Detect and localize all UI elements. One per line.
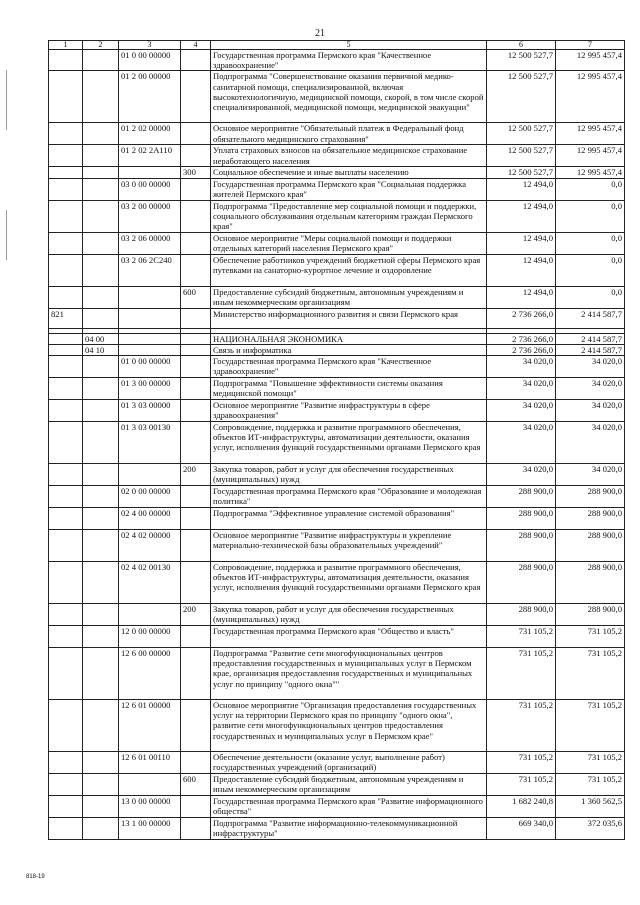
section-code xyxy=(83,308,119,328)
amount-year-2: 731 105,2 xyxy=(556,626,625,648)
column-header-7: 7 xyxy=(556,41,625,50)
target-article-code: 12 6 01 00000 xyxy=(119,700,181,752)
target-article-code: 12 6 01 00110 xyxy=(119,752,181,774)
margin-mark xyxy=(6,70,7,130)
item-name: Основное мероприятие "Меры социальной помощи и поддержки отдельных категорий населения Пермского края" xyxy=(211,232,487,254)
ministry-code xyxy=(49,604,83,626)
target-article-code xyxy=(119,167,181,178)
target-article-code xyxy=(119,344,181,355)
expense-type-code xyxy=(181,508,211,530)
ministry-code xyxy=(49,123,83,145)
amount-year-1: 731 105,2 xyxy=(487,752,556,774)
budget-table xyxy=(48,40,625,840)
amount-year-1: 12 494,0 xyxy=(487,286,556,308)
ministry-code xyxy=(49,464,83,486)
section-code xyxy=(83,145,119,167)
amount-year-2: 12 995 457,4 xyxy=(556,145,625,167)
table-row xyxy=(49,145,625,167)
ministry-code xyxy=(49,562,83,604)
target-article-code: 13 0 00 00000 xyxy=(119,796,181,818)
expense-type-code xyxy=(181,400,211,422)
amount-year-1: 669 340,0 xyxy=(487,818,556,840)
amount-year-2: 34 020,0 xyxy=(556,400,625,422)
table-row xyxy=(49,486,625,508)
target-article-code: 01 2 02 00000 xyxy=(119,123,181,145)
item-name: Подпрограмма "Развитие сети многофункциональных центров предоставления государственных и муниципальных услуг в Пермском крае, организация предоставления государственных и муниципальных услуг по принципу "одного окна"" xyxy=(211,648,487,700)
ministry-code xyxy=(49,145,83,167)
section-code: 04 10 xyxy=(83,344,119,355)
ministry-code xyxy=(49,700,83,752)
expense-type-code xyxy=(181,356,211,378)
column-header-2: 2 xyxy=(83,41,119,50)
amount-year-1: 2 736 266,0 xyxy=(487,333,556,344)
column-header-4: 4 xyxy=(181,41,211,50)
target-article-code: 01 3 00 00000 xyxy=(119,378,181,400)
amount-year-2: 731 105,2 xyxy=(556,700,625,752)
section-code xyxy=(83,71,119,123)
amount-year-1: 731 105,2 xyxy=(487,626,556,648)
section-code xyxy=(83,626,119,648)
ministry-code xyxy=(49,774,83,796)
ministry-code xyxy=(49,232,83,254)
expense-type-code xyxy=(181,648,211,700)
amount-year-2: 288 900,0 xyxy=(556,604,625,626)
target-article-code: 02 0 00 00000 xyxy=(119,486,181,508)
item-name: Подпрограмма "Совершенствование оказания первичной медико-санитарной помощи, специализированной, включая высокотехнологичную, медицинской помощи, скорой, в том числе скорой специализированной, медицинской помощи, медицинской эвакуации" xyxy=(211,71,487,123)
item-name: Закупка товаров, работ и услуг для обеспечения государственных (муниципальных) нужд xyxy=(211,604,487,626)
section-code xyxy=(83,254,119,286)
target-article-code: 01 3 03 00130 xyxy=(119,422,181,464)
amount-year-2: 372 035,6 xyxy=(556,818,625,840)
section-code xyxy=(83,752,119,774)
expense-type-code xyxy=(181,123,211,145)
amount-year-2: 288 900,0 xyxy=(556,530,625,562)
section-code xyxy=(83,232,119,254)
expense-type-code xyxy=(181,818,211,840)
item-name: Сопровождение, поддержка и развитие программного обеспечения, объектов ИТ-инфраструктуры, автоматизации деятельности, оказания услуг, исполнения функций государственными органами Пермского края xyxy=(211,422,487,464)
expense-type-code: 200 xyxy=(181,464,211,486)
section-code xyxy=(83,562,119,604)
amount-year-1: 12 494,0 xyxy=(487,178,556,200)
amount-year-1: 731 105,2 xyxy=(487,648,556,700)
target-article-code xyxy=(119,774,181,796)
amount-year-2: 2 414 587,7 xyxy=(556,344,625,355)
amount-year-1: 34 020,0 xyxy=(487,422,556,464)
table-row xyxy=(49,71,625,123)
ministry-code xyxy=(49,178,83,200)
expense-type-code: 600 xyxy=(181,774,211,796)
amount-year-2: 2 414 587,7 xyxy=(556,308,625,328)
amount-year-2: 0,0 xyxy=(556,200,625,232)
amount-year-2: 0,0 xyxy=(556,286,625,308)
amount-year-1: 1 682 240,8 xyxy=(487,796,556,818)
table-row xyxy=(49,508,625,530)
section-code xyxy=(83,286,119,308)
ministry-code xyxy=(49,356,83,378)
section-code xyxy=(83,200,119,232)
section-code xyxy=(83,700,119,752)
section-code xyxy=(83,486,119,508)
column-header-1: 1 xyxy=(49,41,83,50)
table-row xyxy=(49,344,625,355)
ministry-code xyxy=(49,400,83,422)
table-row xyxy=(49,422,625,464)
amount-year-1: 288 900,0 xyxy=(487,530,556,562)
section-code: 04 00 xyxy=(83,333,119,344)
section-code xyxy=(83,123,119,145)
amount-year-1: 2 736 266,0 xyxy=(487,308,556,328)
amount-year-2: 34 020,0 xyxy=(556,464,625,486)
amount-year-2: 12 995 457,4 xyxy=(556,167,625,178)
expense-type-code xyxy=(181,796,211,818)
target-article-code xyxy=(119,333,181,344)
section-code xyxy=(83,508,119,530)
ministry-code xyxy=(49,254,83,286)
target-article-code: 03 2 00 00000 xyxy=(119,200,181,232)
section-code xyxy=(83,818,119,840)
target-article-code: 13 1 00 00000 xyxy=(119,818,181,840)
table-row xyxy=(49,178,625,200)
amount-year-2: 0,0 xyxy=(556,254,625,286)
table-row xyxy=(49,333,625,344)
amount-year-1: 12 494,0 xyxy=(487,200,556,232)
section-code xyxy=(83,167,119,178)
table-row xyxy=(49,308,625,328)
column-header-3: 3 xyxy=(119,41,181,50)
item-name: Государственная программа Пермского края "Общество и власть" xyxy=(211,626,487,648)
table-row xyxy=(49,700,625,752)
table-row xyxy=(49,232,625,254)
table-row xyxy=(49,648,625,700)
page-number: 21 xyxy=(315,28,325,39)
expense-type-code: 200 xyxy=(181,604,211,626)
expense-type-code xyxy=(181,178,211,200)
ministry-code xyxy=(49,648,83,700)
amount-year-2: 12 995 457,4 xyxy=(556,50,625,71)
item-name: Основное мероприятие "Организация предоставления государственных услуг на территории Пермского края по принципу "одного окна", развитие сети многофункциональных центров предоставления государственных и муниципальных услуг в Пермском крае" xyxy=(211,700,487,752)
expense-type-code: 600 xyxy=(181,286,211,308)
amount-year-1: 288 900,0 xyxy=(487,562,556,604)
table-row xyxy=(49,774,625,796)
target-article-code: 03 2 06 2C240 xyxy=(119,254,181,286)
amount-year-1: 288 900,0 xyxy=(487,486,556,508)
amount-year-2: 731 105,2 xyxy=(556,774,625,796)
section-code xyxy=(83,400,119,422)
target-article-code: 02 4 02 00000 xyxy=(119,530,181,562)
amount-year-2: 731 105,2 xyxy=(556,648,625,700)
item-name: Обеспечение деятельности (оказание услуг, выполнение работ) государственных учреждений (организаций) xyxy=(211,752,487,774)
table-row xyxy=(49,400,625,422)
expense-type-code xyxy=(181,378,211,400)
ministry-code xyxy=(49,626,83,648)
amount-year-2: 288 900,0 xyxy=(556,486,625,508)
ministry-code xyxy=(49,422,83,464)
amount-year-2: 12 995 457,4 xyxy=(556,123,625,145)
expense-type-code: 300 xyxy=(181,167,211,178)
expense-type-code xyxy=(181,333,211,344)
target-article-code: 01 2 00 00000 xyxy=(119,71,181,123)
amount-year-1: 34 020,0 xyxy=(487,378,556,400)
amount-year-1: 12 500 527,7 xyxy=(487,71,556,123)
target-article-code xyxy=(119,286,181,308)
section-code xyxy=(83,50,119,71)
ministry-code xyxy=(49,50,83,71)
header-row xyxy=(49,41,625,50)
table-row xyxy=(49,818,625,840)
section-code xyxy=(83,422,119,464)
item-name: Сопровождение, поддержка и развитие программного обеспечения, объектов ИТ-инфраструктуры, автоматизация деятельности, оказания услуг, исполнения функций государственными органами Пермского края xyxy=(211,562,487,604)
amount-year-1: 12 500 527,7 xyxy=(487,50,556,71)
expense-type-code xyxy=(181,752,211,774)
amount-year-1: 12 500 527,7 xyxy=(487,167,556,178)
item-name: Государственная программа Пермского края "Развитие информационного общества" xyxy=(211,796,487,818)
target-article-code: 03 2 06 00000 xyxy=(119,232,181,254)
section-code xyxy=(83,774,119,796)
table-row xyxy=(49,530,625,562)
expense-type-code xyxy=(181,626,211,648)
expense-type-code xyxy=(181,145,211,167)
column-header-5: 5 xyxy=(211,41,487,50)
table-row xyxy=(49,167,625,178)
item-name: Уплата страховых взносов на обязательное медицинское страхование неработающего населения xyxy=(211,145,487,167)
expense-type-code xyxy=(181,254,211,286)
item-name: Государственная программа Пермского края "Социальная поддержка жителей Пермского края" xyxy=(211,178,487,200)
table-row xyxy=(49,356,625,378)
table-body xyxy=(49,50,625,840)
ministry-code xyxy=(49,71,83,123)
amount-year-1: 34 020,0 xyxy=(487,400,556,422)
expense-type-code xyxy=(181,71,211,123)
ministry-code xyxy=(49,796,83,818)
amount-year-2: 2 414 587,7 xyxy=(556,333,625,344)
amount-year-2: 34 020,0 xyxy=(556,422,625,464)
table-row xyxy=(49,254,625,286)
expense-type-code xyxy=(181,486,211,508)
expense-type-code xyxy=(181,344,211,355)
item-name: Подпрограмма "Повышение эффективности системы оказания медицинской помощи" xyxy=(211,378,487,400)
item-name: Министерство информационного развития и связи Пермского края xyxy=(211,308,487,328)
section-code xyxy=(83,178,119,200)
amount-year-1: 731 105,2 xyxy=(487,700,556,752)
table-row xyxy=(49,604,625,626)
item-name: НАЦИОНАЛЬНАЯ ЭКОНОМИКА xyxy=(211,333,487,344)
expense-type-code xyxy=(181,562,211,604)
item-name: Предоставление субсидий бюджетным, автономным учреждениям и иным некоммерческим организациям xyxy=(211,774,487,796)
item-name: Подпрограмма "Развитие информационно-телекоммуникационной инфраструктуры" xyxy=(211,818,487,840)
ministry-code xyxy=(49,333,83,344)
ministry-code xyxy=(49,530,83,562)
amount-year-2: 1 360 562,5 xyxy=(556,796,625,818)
amount-year-1: 34 020,0 xyxy=(487,356,556,378)
ministry-code xyxy=(49,286,83,308)
section-code xyxy=(83,530,119,562)
amount-year-2: 34 020,0 xyxy=(556,356,625,378)
amount-year-2: 731 105,2 xyxy=(556,752,625,774)
section-code xyxy=(83,648,119,700)
target-article-code xyxy=(119,464,181,486)
section-code xyxy=(83,378,119,400)
ministry-code: 821 xyxy=(49,308,83,328)
item-name: Закупка товаров, работ и услуг для обеспечения государственных (муниципальных) нужд xyxy=(211,464,487,486)
amount-year-2: 0,0 xyxy=(556,178,625,200)
amount-year-1: 12 494,0 xyxy=(487,254,556,286)
table-row xyxy=(49,378,625,400)
amount-year-2: 288 900,0 xyxy=(556,508,625,530)
section-code xyxy=(83,604,119,626)
expense-type-code xyxy=(181,700,211,752)
amount-year-1: 731 105,2 xyxy=(487,774,556,796)
amount-year-1: 12 500 527,7 xyxy=(487,145,556,167)
ministry-code xyxy=(49,200,83,232)
item-name: Основное мероприятие "Развитие инфраструктуры и укрепление материально-технической базы образовательных учреждений" xyxy=(211,530,487,562)
table-row xyxy=(49,123,625,145)
target-article-code xyxy=(119,604,181,626)
expense-type-code xyxy=(181,530,211,562)
table-row xyxy=(49,796,625,818)
expense-type-code xyxy=(181,50,211,71)
footer-code: 818-19 xyxy=(26,874,45,880)
target-article-code: 02 4 00 00000 xyxy=(119,508,181,530)
amount-year-2: 288 900,0 xyxy=(556,562,625,604)
item-name: Подпрограмма "Предоставление мер социальной помощи и поддержки, социального обслуживания отдельным категориям граждан Пермского края" xyxy=(211,200,487,232)
target-article-code: 01 2 02 2A110 xyxy=(119,145,181,167)
amount-year-2: 12 995 457,4 xyxy=(556,71,625,123)
item-name: Социальное обеспечение и иные выплаты населению xyxy=(211,167,487,178)
ministry-code xyxy=(49,378,83,400)
amount-year-2: 34 020,0 xyxy=(556,378,625,400)
item-name: Обеспечение работников учреждений бюджетной сферы Пермского края путевками на санаторно-курортное лечение и оздоровление xyxy=(211,254,487,286)
amount-year-1: 288 900,0 xyxy=(487,604,556,626)
item-name: Государственная программа Пермского края "Образование и молодежная политика" xyxy=(211,486,487,508)
item-name: Государственная программа Пермского края "Качественное здравоохранение" xyxy=(211,50,487,71)
item-name: Основное мероприятие "Обязательный платеж в Федеральный фонд обязательного медицинского страхования" xyxy=(211,123,487,145)
target-article-code: 12 6 00 00000 xyxy=(119,648,181,700)
ministry-code xyxy=(49,752,83,774)
target-article-code: 01 3 03 00000 xyxy=(119,400,181,422)
amount-year-1: 12 500 527,7 xyxy=(487,123,556,145)
item-name: Основное мероприятие "Развитие инфраструктуры в сфере здравоохранения" xyxy=(211,400,487,422)
amount-year-1: 12 494,0 xyxy=(487,232,556,254)
target-article-code: 12 0 00 00000 xyxy=(119,626,181,648)
table-row xyxy=(49,50,625,71)
ministry-code xyxy=(49,344,83,355)
target-article-code: 03 0 00 00000 xyxy=(119,178,181,200)
column-header-6: 6 xyxy=(487,41,556,50)
expense-type-code xyxy=(181,200,211,232)
budget-table-container xyxy=(48,40,624,840)
table-row xyxy=(49,626,625,648)
amount-year-1: 2 736 266,0 xyxy=(487,344,556,355)
table-row xyxy=(49,200,625,232)
amount-year-2: 0,0 xyxy=(556,232,625,254)
ministry-code xyxy=(49,167,83,178)
section-code xyxy=(83,464,119,486)
section-code xyxy=(83,356,119,378)
margin-mark xyxy=(6,210,7,260)
expense-type-code xyxy=(181,308,211,328)
item-name: Подпрограмма "Эффективное управление системой образования" xyxy=(211,508,487,530)
target-article-code: 01 0 00 00000 xyxy=(119,50,181,71)
amount-year-1: 34 020,0 xyxy=(487,464,556,486)
ministry-code xyxy=(49,486,83,508)
target-article-code: 02 4 02 00130 xyxy=(119,562,181,604)
item-name: Государственная программа Пермского края "Качественное здравоохранение" xyxy=(211,356,487,378)
ministry-code xyxy=(49,508,83,530)
target-article-code: 01 0 00 00000 xyxy=(119,356,181,378)
table-row xyxy=(49,286,625,308)
ministry-code xyxy=(49,818,83,840)
table-row xyxy=(49,464,625,486)
item-name: Предоставление субсидий бюджетным, автономным учреждениям и иным некоммерческим организациям xyxy=(211,286,487,308)
target-article-code xyxy=(119,308,181,328)
expense-type-code xyxy=(181,232,211,254)
item-name: Связь и информатика xyxy=(211,344,487,355)
amount-year-1: 288 900,0 xyxy=(487,508,556,530)
table-row xyxy=(49,562,625,604)
section-code xyxy=(83,796,119,818)
table-row xyxy=(49,752,625,774)
expense-type-code xyxy=(181,422,211,464)
